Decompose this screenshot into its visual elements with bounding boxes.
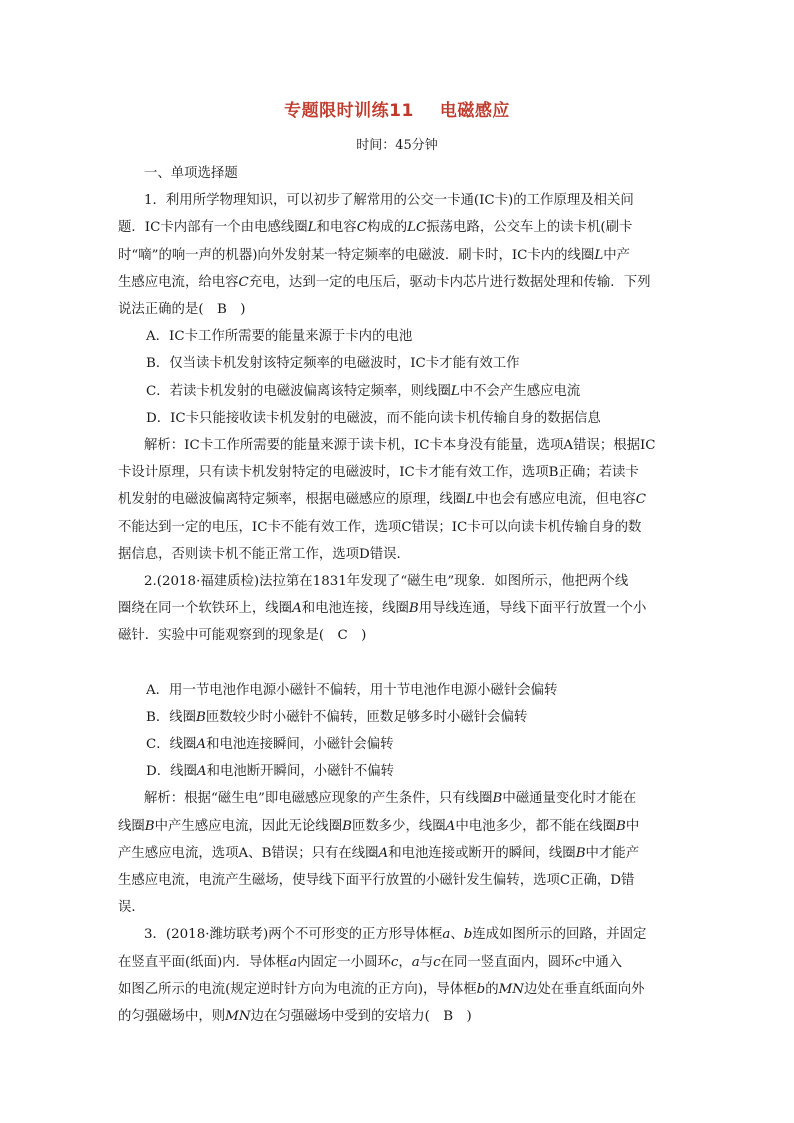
question-2-option-d: D．线圈A和电池断开瞬间，小磁针不偏转	[146, 764, 395, 780]
question-1-line: 说法正确的是( B )	[118, 302, 246, 318]
question-1-line: 时“嘀”的响一声的机器)向外发射某一特定频率的电磁波．刷卡时，IC卡内的线圈L中产	[118, 247, 631, 263]
question-2-analysis: 产生感应电流，选项A、B错误；只有在线圈A和电池连接或断开的瞬间，线圈B中才能产	[118, 845, 640, 861]
page-title: 专题限时训练11 电磁感应	[284, 101, 510, 121]
content-body	[118, 160, 686, 1030]
question-3-line: 如图乙所示的电流(规定逆时针方向为电流的正方向)，导体框b的MN边处在垂直纸面向外	[118, 981, 645, 997]
question-1-line: 1．利用所学物理知识，可以初步了解常用的公交一卡通(IC卡)的工作原理及相关问	[144, 193, 634, 209]
question-2-option-a: A．用一节电池作电源小磁针不偏转，用十节电池作电源小磁针会偏转	[146, 682, 558, 698]
question-2-analysis: 生感应电流，电流产生磁场，使导线下面平行放置的小磁针发生偏转，选项C正确，D错	[118, 873, 635, 889]
question-1-line: 题．IC卡内部有一个由电感线圈L和电容C构成的LC振荡电路，公交车上的读卡机(刷卡	[118, 220, 633, 236]
question-1-analysis: 机发射的电磁波偏离特定频率，根据电磁感应的原理，线圈L中也会有感应电流，但电容C	[118, 492, 646, 508]
time-limit: 时间：45分钟	[356, 138, 438, 153]
question-2-line: 圈绕在同一个软铁环上，线圈A和电池连接，线圈B用导线连通，导线下面平行放置一个小	[118, 601, 647, 617]
question-2-line: 2.(2018·福建质检)法拉第在1831年发现了“磁生电”现象．如图所示，他把两个线	[144, 574, 629, 590]
question-1-option-c: C．若读卡机发射的电磁波偏离该特定频率，则线圈L中不会产生感应电流	[146, 383, 581, 399]
question-3-line: 的匀强磁场中，则MN边在匀强磁场中受到的安培力( B )	[118, 1009, 472, 1025]
question-3-line: 3．(2018·潍坊联考)两个不可形变的正方形导体框a、b连成如图所示的回路，并固定	[144, 927, 647, 943]
question-1-option-a: A．IC卡工作所需要的能量来源于卡内的电池	[146, 329, 413, 345]
section-heading: 一、单项选择题	[144, 166, 238, 181]
question-3-line: 在竖直平面(纸面)内．导体框a内固定一小圆环c，a与c在同一竖直面内，圆环c中通入	[118, 954, 623, 970]
question-2-analysis: 误．	[118, 900, 145, 916]
figure-placeholder	[118, 650, 686, 677]
question-2-analysis: 解析：根据“磁生电”即电磁感应现象的产生条件，只有线圈B中磁通量变化时才能在	[144, 791, 637, 807]
question-1-analysis: 据信息，否则读卡机不能正常工作，选项D错误．	[118, 546, 410, 562]
question-1-analysis: 卡设计原理，只有读卡机发射特定的电磁波时，IC卡才能有效工作，选项B正确；若读卡	[118, 465, 639, 481]
question-2-option-b: B．线圈B匝数较少时小磁针不偏转，匝数足够多时小磁针会偏转	[146, 709, 528, 725]
question-1-line: 生感应电流，给电容C充电，达到一定的电压后，驱动卡内芯片进行数据处理和传输．下列	[118, 274, 651, 290]
question-2-option-c: C．线圈A和电池连接瞬间，小磁针会偏转	[146, 737, 394, 753]
question-2-analysis: 线圈B中产生感应电流，因此无论线圈B匝数多少，线圈A中电池多少，都不能在线圈B中	[118, 818, 640, 834]
question-1-analysis: 不能达到一定的电压，IC卡不能有效工作，选项C错误；IC卡可以向读卡机传输自身的数	[118, 519, 642, 535]
question-2-line: 磁针．实验中可能观察到的现象是( C )	[118, 628, 367, 644]
question-1-option-b: B．仅当读卡机发射该特定频率的电磁波时，IC卡才能有效工作	[146, 356, 520, 372]
question-1-option-d: D．IC卡只能接收读卡机发射的电磁波，而不能向读卡机传输自身的数据信息	[146, 410, 601, 426]
question-1-analysis: 解析：IC卡工作所需要的能量来源于读卡机，IC卡本身没有能量，选项A错误；根据IC	[144, 438, 656, 454]
